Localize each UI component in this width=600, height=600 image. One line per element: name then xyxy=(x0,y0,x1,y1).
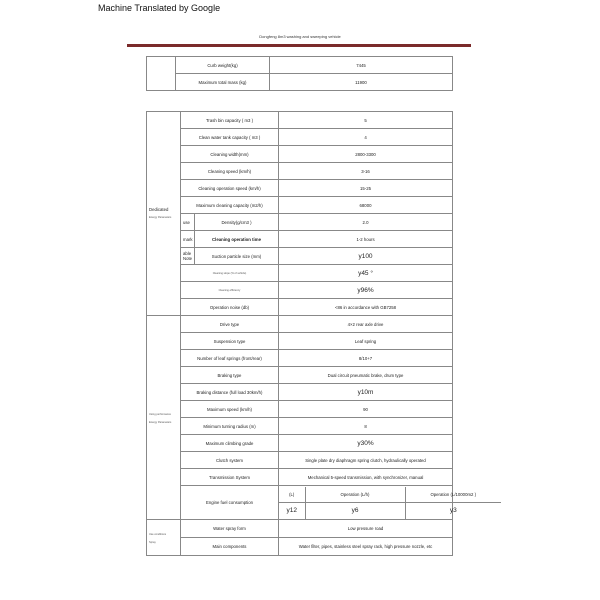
row-label: Cleaning width(mm) xyxy=(181,146,279,163)
section-title: Dedicated xyxy=(149,207,169,212)
section-dedicated xyxy=(147,112,181,316)
row-value: Dual circuit pneumatic brake, drum type xyxy=(279,367,453,384)
row-value: 90 xyxy=(279,401,453,418)
row-label: Cleaning slope (% of vehicle) xyxy=(181,265,279,282)
table-row xyxy=(147,486,453,520)
table-row xyxy=(147,367,453,384)
sub-label-note: Note xyxy=(183,256,193,261)
row-label: Maximum climbing grade xyxy=(181,435,279,452)
row-value: Single plate dry diaphragm spring clutch, hydraulically operated xyxy=(279,452,453,469)
row-label: Minimum turning radius (m) xyxy=(181,418,279,435)
row-value: 11900 xyxy=(270,74,453,91)
sub-label xyxy=(181,248,195,265)
row-value: <86 in accordance with GB7258 xyxy=(279,299,453,316)
row-value: Low pressure road xyxy=(279,520,453,538)
section-title: Using performance xyxy=(149,412,171,416)
blank-cell xyxy=(147,57,176,91)
section-title: Use conditions xyxy=(149,532,167,536)
row-value: y96% xyxy=(279,282,453,299)
fuel-value: y6 xyxy=(305,503,405,519)
document-title: Dongfeng 8m3 washing and sweeping vehicle xyxy=(259,34,341,39)
sub-label-able: able xyxy=(183,251,192,256)
table-row xyxy=(147,57,453,74)
table-row xyxy=(147,538,453,556)
table-row xyxy=(147,180,453,197)
table-row xyxy=(147,112,453,129)
table-row xyxy=(147,214,453,231)
row-value: 15-25 xyxy=(279,180,453,197)
header-rule xyxy=(127,44,471,47)
section-use-conditions xyxy=(147,520,181,556)
row-value: y100 xyxy=(279,248,453,265)
table-row xyxy=(147,197,453,214)
row-label: Cleaning operation time xyxy=(195,231,279,248)
row-value: 68000 xyxy=(279,197,453,214)
fuel-value: y3 xyxy=(405,503,501,519)
row-label: Braking distance (full load 30km/h) xyxy=(181,384,279,401)
row-label: Suspension type xyxy=(181,333,279,350)
row-value: y45 ° xyxy=(279,265,453,282)
table-row xyxy=(147,469,453,486)
table-row xyxy=(147,163,453,180)
row-label: Braking type xyxy=(181,367,279,384)
fuel-header: Operation (L/10000m2 ) xyxy=(405,487,501,503)
sub-label: mark xyxy=(181,231,195,248)
row-value: Mechanical 5-speed transmission, with synchronizer, manual xyxy=(279,469,453,486)
section-subtitle: Energy Parameters xyxy=(149,216,172,219)
row-label: Density(g/cm3 ) xyxy=(195,214,279,231)
row-label: Trash bin capacity ( m3 ) xyxy=(181,112,279,129)
row-value: 3-16 xyxy=(279,163,453,180)
row-value: 8/10+7 xyxy=(279,350,453,367)
table-row xyxy=(147,520,453,538)
parameters-table xyxy=(146,111,477,556)
row-label: Cleaning speed (km/h) xyxy=(181,163,279,180)
table-row xyxy=(147,248,453,265)
row-value: 4×2 rear axle drive xyxy=(279,316,453,333)
row-value: 8 xyxy=(279,418,453,435)
fuel-consumption-table xyxy=(279,487,501,519)
row-label: Drive type xyxy=(181,316,279,333)
row-value: 5 xyxy=(279,112,453,129)
row-value: Leaf spring xyxy=(279,333,453,350)
row-label: Cleaning operation speed (km/h) xyxy=(181,180,279,197)
machine-translated-label: Machine Translated by Google xyxy=(98,3,221,13)
row-value: Water filter, pipes, stainless steel spray rack, high pressure nozzle, etc xyxy=(279,538,453,556)
row-label: Curb weight(kg) xyxy=(176,57,270,74)
row-value: 2.0 xyxy=(279,214,453,231)
row-value: 2800-3300 xyxy=(279,146,453,163)
fuel-header: Operation (L/h) xyxy=(305,487,405,503)
table-row xyxy=(147,333,453,350)
row-value: 4 xyxy=(279,129,453,146)
table-row xyxy=(147,129,453,146)
table-row xyxy=(147,350,453,367)
table-row xyxy=(147,146,453,163)
table-row xyxy=(147,231,453,248)
row-label: Maximum speed (km/h) xyxy=(181,401,279,418)
row-label: Clutch system xyxy=(181,452,279,469)
table-row xyxy=(147,265,453,282)
section-subtitle: Energy Parameters xyxy=(149,420,172,424)
table-row xyxy=(147,435,453,452)
row-label: Clean water tank capacity ( m3 ) xyxy=(181,129,279,146)
row-label: Maximum total mass (kg) xyxy=(176,74,270,91)
row-label: Transmission System xyxy=(181,469,279,486)
row-label: Engine fuel consumption xyxy=(181,486,279,520)
table-row xyxy=(279,503,501,519)
table-row xyxy=(147,316,453,333)
row-label: Main components xyxy=(181,538,279,556)
row-value: 1-2 hours xyxy=(279,231,453,248)
row-label: Operation noise (db) xyxy=(181,299,279,316)
row-label: Cleaning efficiency xyxy=(181,282,279,299)
table-row xyxy=(147,384,453,401)
section-performance xyxy=(147,316,181,520)
table-row xyxy=(147,282,453,299)
row-label: Water spray form xyxy=(181,520,279,538)
row-label: Maximum cleaning capacity (m2/h) xyxy=(181,197,279,214)
row-value: y30% xyxy=(279,435,453,452)
fuel-header: (L) xyxy=(279,487,305,503)
section-subtitle: Spray xyxy=(149,540,156,544)
row-label: Number of leaf springs (front/rear) xyxy=(181,350,279,367)
table-row xyxy=(147,418,453,435)
row-label: Suction particle size (mm) xyxy=(195,248,279,265)
fuel-value: y12 xyxy=(279,503,305,519)
table-row xyxy=(147,74,453,91)
table-row xyxy=(279,487,501,503)
table-row xyxy=(147,401,453,418)
table-row xyxy=(147,299,453,316)
row-value: 7445 xyxy=(270,57,453,74)
sub-label: use xyxy=(181,214,195,231)
table-row xyxy=(147,452,453,469)
fuel-consumption-cell xyxy=(279,486,477,520)
row-value: y10m xyxy=(279,384,453,401)
weight-table xyxy=(146,56,453,91)
